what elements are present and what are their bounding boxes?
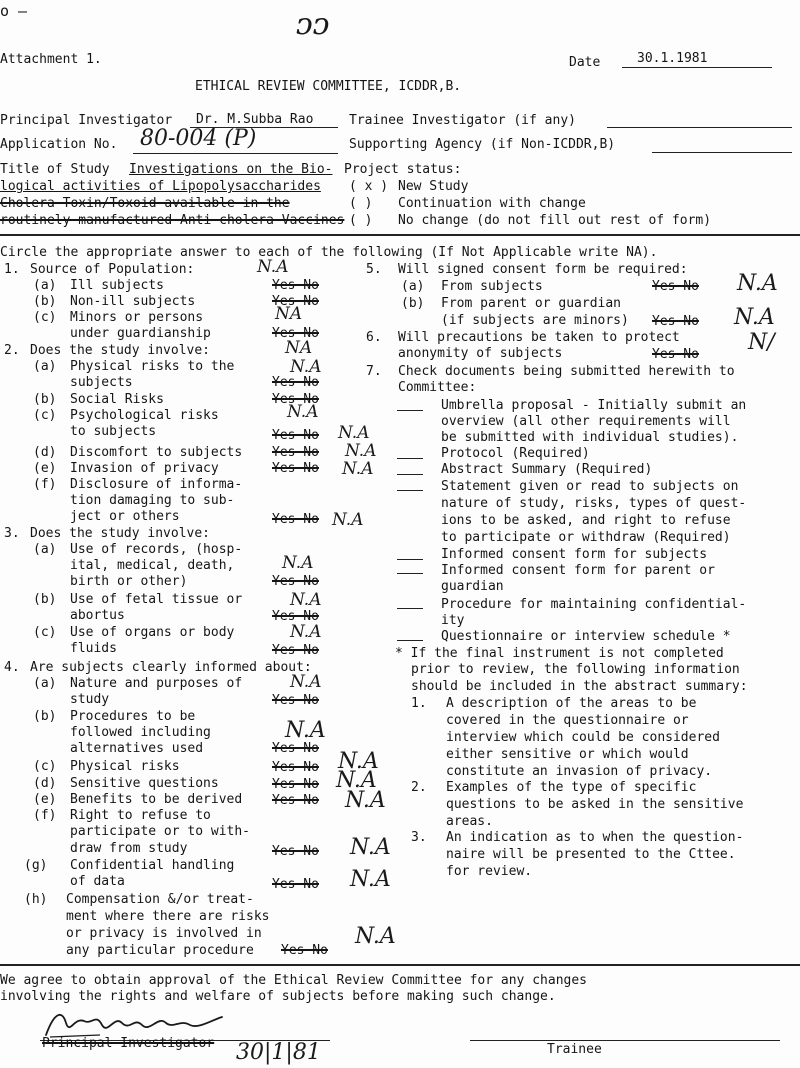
q2a-label2: subjects xyxy=(70,375,133,390)
q3a-label1: Use of records, (hosp- xyxy=(70,542,243,557)
q1-annotation: N.A xyxy=(257,257,289,277)
doc-protocol: Protocol (Required) xyxy=(441,446,590,461)
q2-annotation: NA xyxy=(285,338,313,358)
q4c-label: Physical risks xyxy=(70,759,180,774)
q3b-label1: Use of fetal tissue or xyxy=(70,592,243,607)
application-underline xyxy=(133,153,338,154)
q5b-yes-no[interactable]: Yes No xyxy=(652,314,699,329)
q2a-key: (a) xyxy=(33,359,57,374)
q1c-annotation: NA xyxy=(275,304,303,324)
q4h-label3: or privacy is involved in xyxy=(66,926,262,941)
pi-signature-date: 30|1|81 xyxy=(236,1040,321,1065)
q4c-key: (c) xyxy=(33,759,57,774)
doc-protocol-blank[interactable] xyxy=(397,458,423,459)
q4b-yes-no[interactable]: Yes No xyxy=(272,741,319,756)
q4b-label2: followed including xyxy=(70,725,211,740)
section-divider xyxy=(0,234,800,236)
instruction-text: Circle the appropriate answer to each of the following (If Not Applicable write NA). xyxy=(0,245,658,260)
q2a-yes-no[interactable]: Yes No xyxy=(272,375,319,390)
q5b-label1: From parent or guardian xyxy=(441,296,622,311)
q1-title: Source of Population: xyxy=(30,262,195,277)
q1c-key: (c) xyxy=(33,310,57,325)
doc-umbrella-blank[interactable] xyxy=(397,410,423,411)
q7-number: 7. xyxy=(366,364,382,379)
q2f-label3: ject or others xyxy=(70,509,180,524)
agreement-line1: We agree to obtain approval of the Ethical Review Committee for any changes xyxy=(0,973,587,988)
q4b-annotation: N.A xyxy=(285,718,326,743)
q1c-label2: under guardianship xyxy=(70,326,211,341)
status-no-change: No change (do not fill out rest of form) xyxy=(398,213,712,228)
note-item1-number: 1. xyxy=(411,696,427,711)
q1b-label: Non-ill subjects xyxy=(70,294,196,309)
study-title-line1: Investigations on the Bio- xyxy=(129,162,333,177)
q3c-annotation: N.A xyxy=(290,622,322,642)
q4b-key: (b) xyxy=(33,709,57,724)
note-item3-line3: for review. xyxy=(446,864,533,879)
status-box-no-change[interactable]: ( ) xyxy=(349,213,373,228)
q4f-yes-no[interactable]: Yes No xyxy=(272,844,319,859)
doc-confidentiality-blank[interactable] xyxy=(397,608,423,609)
handwritten-page-number: ᴐᴐ xyxy=(296,7,330,42)
q4d-annotation: N.A xyxy=(336,768,377,793)
q4f-label3: draw from study xyxy=(70,841,188,856)
q4d-yes-no[interactable]: Yes No xyxy=(272,777,319,792)
doc-umbrella-line1: Umbrella proposal - Initially submit an xyxy=(441,398,747,413)
q1a-label: Ill subjects xyxy=(70,278,164,293)
q2f-annotation: N.A xyxy=(332,510,364,530)
q4a-label1: Nature and purposes of xyxy=(70,676,243,691)
q2d-annotation: N.A xyxy=(345,441,377,461)
title-of-study-label: Title of Study xyxy=(0,162,110,177)
doc-abstract: Abstract Summary (Required) xyxy=(441,462,653,477)
doc-confidentiality-line2: ity xyxy=(441,613,465,628)
q1b-yes-no[interactable]: Yes No xyxy=(272,294,319,309)
q4a-annotation: N.A xyxy=(290,672,322,692)
q1b-key: (b) xyxy=(33,294,57,309)
study-title-line2: logical activities of Lipopolysaccharides xyxy=(0,179,321,194)
q4b-label1: Procedures to be xyxy=(70,709,196,724)
study-title-line4: routinely manufactured Anti cholera Vaccines xyxy=(0,213,345,228)
q4g-label1: Confidential handling xyxy=(70,858,235,873)
status-box-continuation[interactable]: ( ) xyxy=(349,196,373,211)
q3b-key: (b) xyxy=(33,592,57,607)
q4h-key: (h) xyxy=(24,892,48,907)
q2e-label: Invasion of privacy xyxy=(70,461,219,476)
q2d-yes-no[interactable]: Yes No xyxy=(272,445,319,460)
note-item1-line2: covered in the questionnaire or xyxy=(446,713,689,728)
q6-number: 6. xyxy=(366,330,382,345)
q3c-label1: Use of organs or body xyxy=(70,625,235,640)
q2e-yes-no[interactable]: Yes No xyxy=(272,461,319,476)
q5-title: Will signed consent form be required: xyxy=(398,262,688,277)
doc-consent-parent-line2: guardian xyxy=(441,579,504,594)
trainee-signature-line xyxy=(470,1040,780,1041)
q2f-yes-no[interactable]: Yes No xyxy=(272,512,319,527)
q2b-yes-no[interactable]: Yes No xyxy=(272,392,319,407)
q2c-key: (c) xyxy=(33,408,57,423)
q3b-annotation: N.A xyxy=(290,590,322,610)
q4g-annotation: N.A xyxy=(350,867,391,892)
pi-label: Principal Investigator xyxy=(0,113,173,128)
q4d-key: (d) xyxy=(33,776,57,791)
note-line1: * If the final instrument is not completed xyxy=(395,646,724,661)
q2a-annotation: N.A xyxy=(290,357,322,377)
note-item3-line1: An indication as to when the question- xyxy=(446,830,744,845)
q2b-annotation: N.A xyxy=(287,402,319,422)
q2c-label2: to subjects xyxy=(70,424,157,439)
status-new-study: New Study xyxy=(398,179,469,194)
corner-mark: o — xyxy=(0,2,28,20)
trainee-investigator-label: Trainee Investigator (if any) xyxy=(349,113,576,128)
q4a-yes-no[interactable]: Yes No xyxy=(272,693,319,708)
date-underline xyxy=(622,67,772,68)
q5b-annotation: N.A xyxy=(734,305,775,330)
q2c-yes-no[interactable]: Yes No xyxy=(272,428,319,443)
q5a-key: (a) xyxy=(401,279,425,294)
note-item3-number: 3. xyxy=(411,830,427,845)
q2d-label: Discomfort to subjects xyxy=(70,445,243,460)
q4e-yes-no[interactable]: Yes No xyxy=(272,793,319,808)
doc-confidentiality-line1: Procedure for maintaining confidential- xyxy=(441,597,747,612)
doc-statement-line3: ions to be asked, and right to refuse xyxy=(441,513,731,528)
q1a-key: (a) xyxy=(33,278,57,293)
note-item1-line4: either sensitive or which would xyxy=(446,747,689,762)
q4a-label2: study xyxy=(70,692,110,707)
note-line2: prior to review, the following information xyxy=(411,662,740,677)
q5a-yes-no[interactable]: Yes No xyxy=(652,279,699,294)
q3a-key: (a) xyxy=(33,542,57,557)
q2b-label: Social Risks xyxy=(70,392,164,407)
pi-signature-label: Principal Investigator xyxy=(42,1036,215,1051)
q4f-key: (f) xyxy=(33,808,57,823)
q4h-label1: Compensation &/or treat- xyxy=(66,892,254,907)
q2-number: 2. xyxy=(4,343,20,358)
pi-name: Dr. M.Subba Rao xyxy=(196,112,314,127)
q5-number: 5. xyxy=(366,262,382,277)
date-label: Date xyxy=(569,55,601,70)
study-title-line3: Cholera Toxin/Toxoid available in the xyxy=(0,196,290,211)
doc-statement-line2: nature of study, risks, types of quest- xyxy=(441,496,747,511)
status-continuation: Continuation with change xyxy=(398,196,586,211)
note-item3-line2: naire will be presented to the Cttee. xyxy=(446,847,736,862)
q4-number: 4. xyxy=(4,660,20,675)
doc-umbrella-line3: be submitted with individual studies). xyxy=(441,430,739,445)
q4f-label1: Right to refuse to xyxy=(70,808,211,823)
q3a-label3: birth or other) xyxy=(70,574,188,589)
footer-divider xyxy=(0,964,800,966)
q3a-annotation: N.A xyxy=(282,553,314,573)
q3c-key: (c) xyxy=(33,625,57,640)
q3-number: 3. xyxy=(4,526,20,541)
q7-label1: Check documents being submitted herewith to xyxy=(398,364,735,379)
committee-title: ETHICAL REVIEW COMMITTEE, ICDDR,B. xyxy=(195,79,462,94)
doc-consent-parent-line1: Informed consent form for parent or xyxy=(441,563,715,578)
q4e-annotation: N.A xyxy=(345,788,386,813)
q2f-label1: Disclosure of informa- xyxy=(70,477,243,492)
q2c-annotation: N.A xyxy=(338,423,370,443)
q5b-key: (b) xyxy=(401,296,425,311)
q4g-label2: of data xyxy=(70,874,125,889)
doc-questionnaire: Questionnaire or interview schedule * xyxy=(441,629,731,644)
q3c-label2: fluids xyxy=(70,641,117,656)
project-status-label: Project status: xyxy=(344,162,462,177)
q3b-label2: abortus xyxy=(70,608,125,623)
q5b-label2: (if subjects are minors) xyxy=(441,313,629,328)
q4h-yes-no[interactable]: Yes No xyxy=(281,943,328,958)
q4e-key: (e) xyxy=(33,792,57,807)
q6-label1: Will precautions be taken to protect xyxy=(398,330,680,345)
q6-yes-no[interactable]: Yes No xyxy=(652,347,699,362)
note-item2-line2: questions to be asked in the sensitive xyxy=(446,797,744,812)
q4f-annotation: N.A xyxy=(350,835,391,860)
note-item1-line3: interview which could be considered xyxy=(446,730,720,745)
q4c-annotation: N.A xyxy=(338,749,379,774)
q4g-key: (g) xyxy=(24,858,48,873)
q4h-annotation: N.A xyxy=(355,924,396,949)
note-item2-line3: areas. xyxy=(446,814,493,829)
q1-number: 1. xyxy=(4,262,20,277)
note-item2-line1: Examples of the type of specific xyxy=(446,780,697,795)
status-box-new[interactable]: ( x ) xyxy=(349,179,389,194)
q1c-yes-no[interactable]: Yes No xyxy=(272,326,319,341)
date-value: 30.1.1981 xyxy=(637,51,708,66)
q4h-label4: any particular procedure xyxy=(66,943,254,958)
q4d-label: Sensitive questions xyxy=(70,776,219,791)
q4e-label: Benefits to be derived xyxy=(70,792,243,807)
q2a-label1: Physical risks to the xyxy=(70,359,235,374)
q4f-label2: participate or to with- xyxy=(70,824,251,839)
q3b-yes-no[interactable]: Yes No xyxy=(272,609,319,624)
q1c-label1: Minors or persons xyxy=(70,310,204,325)
application-number: 80-004 (P) xyxy=(140,126,257,151)
doc-statement-line4: to participate or withdraw (Required) xyxy=(441,530,731,545)
q6-annotation: N/ xyxy=(748,330,775,355)
q3a-yes-no[interactable]: Yes No xyxy=(272,574,319,589)
q4g-yes-no[interactable]: Yes No xyxy=(272,877,319,892)
q4-title: Are subjects clearly informed about: xyxy=(30,660,312,675)
q3c-yes-no[interactable]: Yes No xyxy=(272,643,319,658)
q1a-yes-no[interactable]: Yes No xyxy=(272,278,319,293)
q3a-label2: ital, medical, death, xyxy=(70,558,235,573)
doc-consent-parent-blank[interactable] xyxy=(397,573,423,574)
doc-consent-subjects-blank[interactable] xyxy=(397,559,423,560)
q6-label2: anonymity of subjects xyxy=(398,346,563,361)
note-item2-number: 2. xyxy=(411,780,427,795)
agency-underline xyxy=(652,152,792,153)
doc-abstract-blank[interactable] xyxy=(397,474,423,475)
q2f-label2: tion damaging to sub- xyxy=(70,493,235,508)
attachment-label: Attachment 1. xyxy=(0,52,102,67)
q5a-label: From subjects xyxy=(441,279,543,294)
q2e-key: (e) xyxy=(33,461,57,476)
q4c-yes-no[interactable]: Yes No xyxy=(272,760,319,775)
trainee-underline xyxy=(607,127,792,128)
q4a-key: (a) xyxy=(33,676,57,691)
doc-questionnaire-blank[interactable] xyxy=(397,640,423,641)
agreement-line2: involving the rights and welfare of subjects before making such change. xyxy=(0,989,556,1004)
note-line3: should be included in the abstract summary: xyxy=(411,679,748,694)
trainee-signature-label: Trainee xyxy=(547,1042,602,1057)
q2e-annotation: N.A xyxy=(342,459,374,479)
supporting-agency-label: Supporting Agency (if Non-ICDDR,B) xyxy=(349,137,616,152)
q4h-label2: ment where there are risks xyxy=(66,909,270,924)
application-label: Application No. xyxy=(0,137,118,152)
doc-statement-line1: Statement given or read to subjects on xyxy=(441,479,739,494)
doc-statement-blank[interactable] xyxy=(397,490,423,491)
q2f-key: (f) xyxy=(33,477,57,492)
q3-title: Does the study involve: xyxy=(30,526,211,541)
q2c-label1: Psychological risks xyxy=(70,408,219,423)
doc-consent-subjects: Informed consent form for subjects xyxy=(441,547,708,562)
note-item1-line1: A description of the areas to be xyxy=(446,696,697,711)
note-item1-line5: constitute an invasion of privacy. xyxy=(446,764,713,779)
q2d-key: (d) xyxy=(33,445,57,460)
q4b-label3: alternatives used xyxy=(70,741,204,756)
q7-label2: Committee: xyxy=(398,380,477,395)
doc-umbrella-line2: overview (all other requirements will xyxy=(441,414,731,429)
q2-title: Does the study involve: xyxy=(30,343,211,358)
q2b-key: (b) xyxy=(33,392,57,407)
q5a-annotation: N.A xyxy=(737,271,778,296)
